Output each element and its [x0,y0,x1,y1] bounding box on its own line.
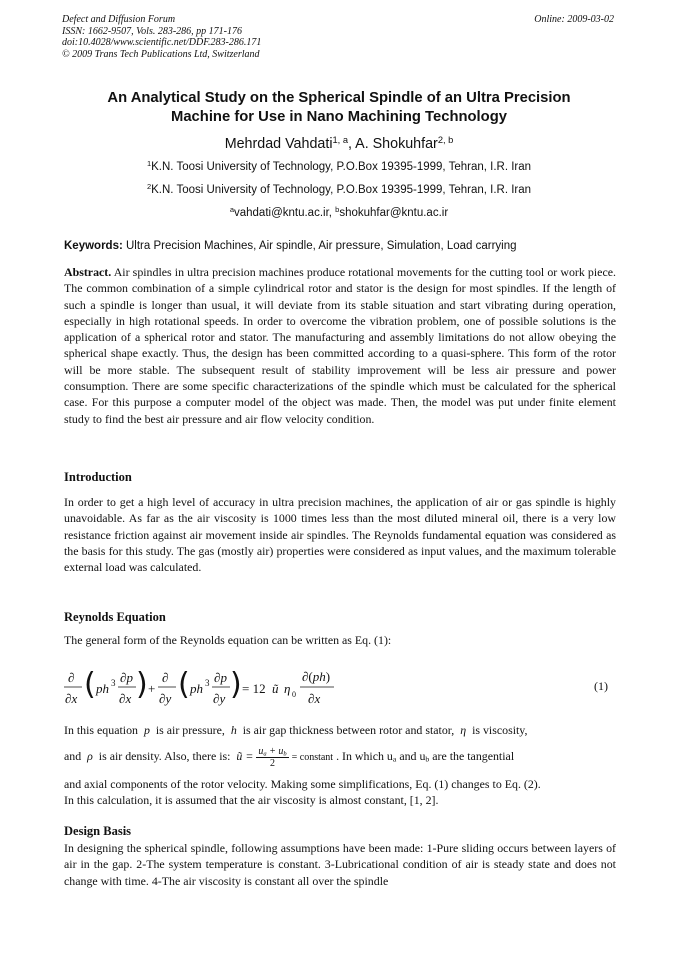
title-line-1: An Analytical Study on the Spherical Spindle of an Ultra Precision [107,90,571,106]
svg-text:ph: ph [96,681,109,696]
explanation-text-4: is viscosity, [472,723,528,737]
constant-word: = constant [291,752,334,763]
author-list [60,136,618,152]
author-1: Mehrdad Vahdati [224,136,333,152]
online-date: Online: 2009-03-02 [534,14,614,25]
introduction-paragraph: In order to get a high level of accuracy in ultra precision machines, the application of air or gas spindle is highly unavoidable. As far as the air viscosity is 1000 times less than the most diluted mineral oil, there is a very low resistance friction against air movement inside air spindles. The Reynolds fundamental equation was considered as the basis for this study. The gas (mostly air) properties were considered as input values, and the maximum tolerable external load was calculated. [64,495,616,575]
design-basis-heading: Design Basis [64,824,132,838]
svg-text:): ) [230,667,242,702]
svg-text:ph: ph [190,681,203,696]
equation-rhs-coefficient: = 12 [242,681,266,696]
svg-text:∂p: ∂p [120,670,133,685]
keywords-line [64,240,616,252]
abstract-paragraph [64,264,616,427]
svg-text:∂x: ∂x [65,691,78,706]
author-2-marks: 2, b [437,134,454,145]
explanation-text-5: is air density. Also, there is: [98,749,231,763]
keywords-label: Keywords: [64,240,123,252]
affiliation-2-mark: 2 [146,181,152,191]
email-a-mark: a [229,204,234,214]
equation-number: (1) [594,679,608,693]
explanation-text-1: In this equation [64,723,138,737]
velocity-fraction: $\frac{u_a + u_b}{2}$ [258,745,287,769]
svg-text:(: ( [84,667,96,702]
explanation-text-3: is air gap thickness between rotor and stator, [242,723,455,737]
author-separator: , [348,136,356,152]
author-1-marks: 1, a [332,134,348,145]
author-emails [60,204,618,219]
svg-text:∂y: ∂y [159,691,172,706]
svg-text:+: + [148,681,156,696]
svg-text:∂: ∂ [162,670,169,685]
reynolds-intro: The general form of the Reynolds equation can be written as Eq. (1): [64,633,392,647]
svg-text:∂y: ∂y [213,691,226,706]
journal-header [62,14,614,60]
affiliation-2 [60,181,618,196]
explanation-and: and [64,749,82,763]
email-separator: , [328,207,336,219]
svg-text:(: ( [178,667,190,702]
svg-text:3: 3 [205,678,210,688]
equation-explanation-line-1: In this equation p is air pressure, h is air gap thickness between rotor and stator, η is viscosity, [64,723,528,737]
explanation-text-7: and u [399,749,426,763]
title-line-2: Machine for Use in Nano Machining Technology [171,109,507,125]
keywords-text: Ultra Precision Machines, Air spindle, Air pressure, Simulation, Load carrying [122,240,517,252]
equation-explanation-line-2: and ρ is air density. Also, there is: ũ = $\frac{u_a + u_b}{2}$ = constant . In which $u_a$ and $u_b$ are the tangential [64,745,515,769]
svg-text:η: η [284,681,291,696]
design-basis-paragraph: In designing the spherical spindle, following assumptions have been made: 1-Pure sliding occurs between layers of air in the gap. 2-The system temperature is constant. 3-Lubricational condition of air is steady state and does not change with time. 4-The air viscosity is constant all over the spindle [64,841,616,888]
journal-name: Defect and Diffusion Forum [62,14,176,25]
explanation-text-line-4: In this calculation, it is assumed that the air viscosity is almost constant, [1, 2]. [64,793,439,808]
email-b-mark: b [335,204,340,214]
abstract-text: Air spindles in ultra precision machines produce rotational movements for the cutting tool or work piece. The common combination of a simple cylindrical rotor and stator is the design for most spindles. If the length of such a spindle is longer than usual, it will deviate from its stable situation and start vibrating during operation, especially in high rotational speeds. In order to overcome the vibration problem, one of possible solutions is the application of a spherical rotor and stator. The manufacturing and assembly limitations do not allow obeying the spherical shape exactly. Thus, the design has been committed according to a quasi-sphere. This form of the rotor will be more stable. The subsequent result of stability improvement will be less air pressure and power consumption. There are some specific characterizations of the spindle which must be calculated for the spherical case. For this purpose a computer model of the object was made. Then, the model was put under finite element study to find the best air pressure and air flow velocity condition. [64,265,616,426]
author-2: A. Shokuhfar [355,136,438,152]
explanation-text-line-3: and axial components of the rotor velocity. Making some simplifications, Eq. (1) changes to Eq. (2). [64,777,541,791]
svg-text:ũ: ũ [272,681,279,696]
svg-text:∂p: ∂p [214,670,227,685]
svg-text:∂: ∂ [68,670,75,685]
explanation-text-8: are the tangential [432,749,515,763]
svg-text:0: 0 [292,690,296,699]
affiliation-2-text: K.N. Toosi University of Technology, P.O.Box 19395-1999, Tehran, I.R. Iran [151,184,532,196]
issn-line: ISSN: 1662-9507, Vols. 283-286, pp 171-176 [62,25,242,37]
email-a: vahdati@kntu.ac.ir [233,207,329,219]
copyright-line: © 2009 Trans Tech Publications Ltd, Switzerland [62,48,260,60]
svg-text:∂x: ∂x [308,691,321,706]
affiliation-1-mark: 1 [146,158,152,168]
svg-text:3: 3 [111,678,116,688]
explanation-text-6: . In which u [336,749,393,763]
abstract-label: Abstract. [64,265,112,279]
introduction-heading: Introduction [64,470,132,484]
reynolds-heading: Reynolds Equation [64,610,166,624]
reynolds-equation [64,666,616,710]
svg-text:): ) [136,667,148,702]
affiliation-1-text: K.N. Toosi University of Technology, P.O.Box 19395-1999, Tehran, I.R. Iran [151,161,532,173]
email-b: shokuhfar@kntu.ac.ir [339,207,449,219]
doi-line: doi:10.4028/www.scientific.net/DDF.283-286.171 [62,37,262,48]
explanation-text-2: is air pressure, [155,723,225,737]
equation-explanation-line-3 [64,776,616,809]
paper-title [60,89,618,127]
svg-text:∂x: ∂x [119,691,132,706]
affiliation-1 [60,158,618,173]
svg-text:∂(ph): ∂(ph) [302,669,331,684]
